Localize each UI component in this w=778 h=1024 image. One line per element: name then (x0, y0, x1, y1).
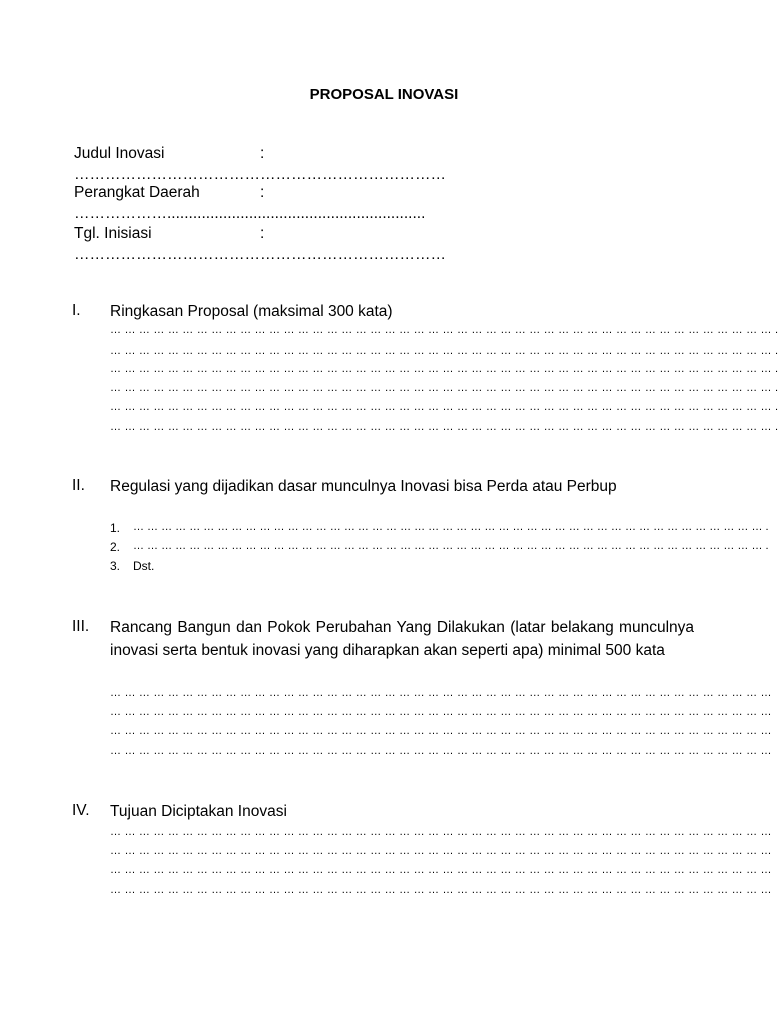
field-perangkat-daerah (74, 184, 264, 202)
field-label: Judul Inovasi (74, 145, 165, 162)
section-title: Ringkasan Proposal (maksimal 300 kata) (110, 303, 393, 320)
fill-line: … … … … … … … … … … … … … … … … … … … … … … … … … … … … … … … … … … … … … … … … … … … … … … (110, 706, 772, 718)
document-title: PROPOSAL INOVASI (309, 86, 459, 103)
list-item: Dst. (133, 559, 155, 573)
list-number: 1. (110, 521, 121, 535)
field-tgl-inisiasi (74, 225, 264, 243)
fill-line: … … … … … … … … … … … … … … … … … … … … … … … … … … … … … … … … … … … … … … … … … … … … … … (110, 725, 772, 737)
fill-line: … … … … … … … … … … … … … … … … … … … … … … … … … … … … … … … … … … … … … … … … … … … … … … (110, 687, 772, 699)
section-title: Rancang Bangun dan Pokok Perubahan Yang Dilakukan (latar belakang munculnya inovasi serta bentuk inovasi yang diharapkan akan seperti apa) minimal 500 kata (110, 619, 694, 659)
fill-line: … … … … … … … … … … … … … … … … … … … … … … … … … … … … … … … … … … … … … … … … … … … … … … (110, 826, 772, 838)
field-fill-line: ……………………………………………………………… (74, 246, 446, 263)
fill-line: … … … … … … … … … … … … … … … … … … … … … … … … … … … … … … … … … … … … … … … … … … … … … … . (110, 345, 778, 357)
fill-line: … … … … … … … … … … … … … … … … … … … … … … … … … … … … … … … … … … … … … … … … … … … … … … . (110, 401, 778, 413)
section-number: IV. (72, 802, 90, 819)
list-item: … … … … … … … … … … … … … … … … … … … … … … … … … … … … … … … … … … … … … … … … … … … … … . (133, 521, 769, 533)
field-judul-inovasi (74, 145, 264, 163)
section-number: II. (72, 477, 85, 494)
field-label: Tgl. Inisiasi (74, 225, 152, 242)
section-title: Tujuan Diciptakan Inovasi (110, 803, 287, 820)
field-label: Perangkat Daerah (74, 184, 200, 201)
field-fill-line: ………………............................................................ (74, 205, 426, 222)
field-colon: : (260, 225, 265, 242)
fill-line: … … … … … … … … … … … … … … … … … … … … … … … … … … … … … … … … … … … … … … … … … … … … … … (110, 884, 772, 896)
field-colon: : (260, 145, 265, 162)
list-number: 3. (110, 559, 121, 573)
fill-line: … … … … … … … … … … … … … … … … … … … … … … … … … … … … … … … … … … … … … … … … … … … … … … (110, 745, 772, 757)
fill-line: … … … … … … … … … … … … … … … … … … … … … … … … … … … … … … … … … … … … … … … … … … … … … … . (110, 421, 778, 433)
fill-line: … … … … … … … … … … … … … … … … … … … … … … … … … … … … … … … … … … … … … … … … … … … … … … . (110, 363, 778, 375)
section-number: I. (72, 302, 81, 319)
field-fill-line: ……………………………………………………………… (74, 166, 446, 183)
list-number: 2. (110, 540, 121, 554)
field-colon: : (260, 184, 265, 201)
fill-line: … … … … … … … … … … … … … … … … … … … … … … … … … … … … … … … … … … … … … … … … … … … … … … . (110, 382, 778, 394)
section-number: III. (72, 618, 90, 635)
fill-line: … … … … … … … … … … … … … … … … … … … … … … … … … … … … … … … … … … … … … … … … … … … … … … (110, 864, 772, 876)
fill-line: … … … … … … … … … … … … … … … … … … … … … … … … … … … … … … … … … … … … … … … … … … … … … … . (110, 324, 778, 336)
section-title: Regulasi yang dijadikan dasar munculnya Inovasi bisa Perda atau Perbup (110, 478, 617, 495)
fill-line: … … … … … … … … … … … … … … … … … … … … … … … … … … … … … … … … … … … … … … … … … … … … … … (110, 845, 772, 857)
list-item: … … … … … … … … … … … … … … … … … … … … … … … … … … … … … … … … … … … … … … … … … … … … … . (133, 540, 769, 552)
